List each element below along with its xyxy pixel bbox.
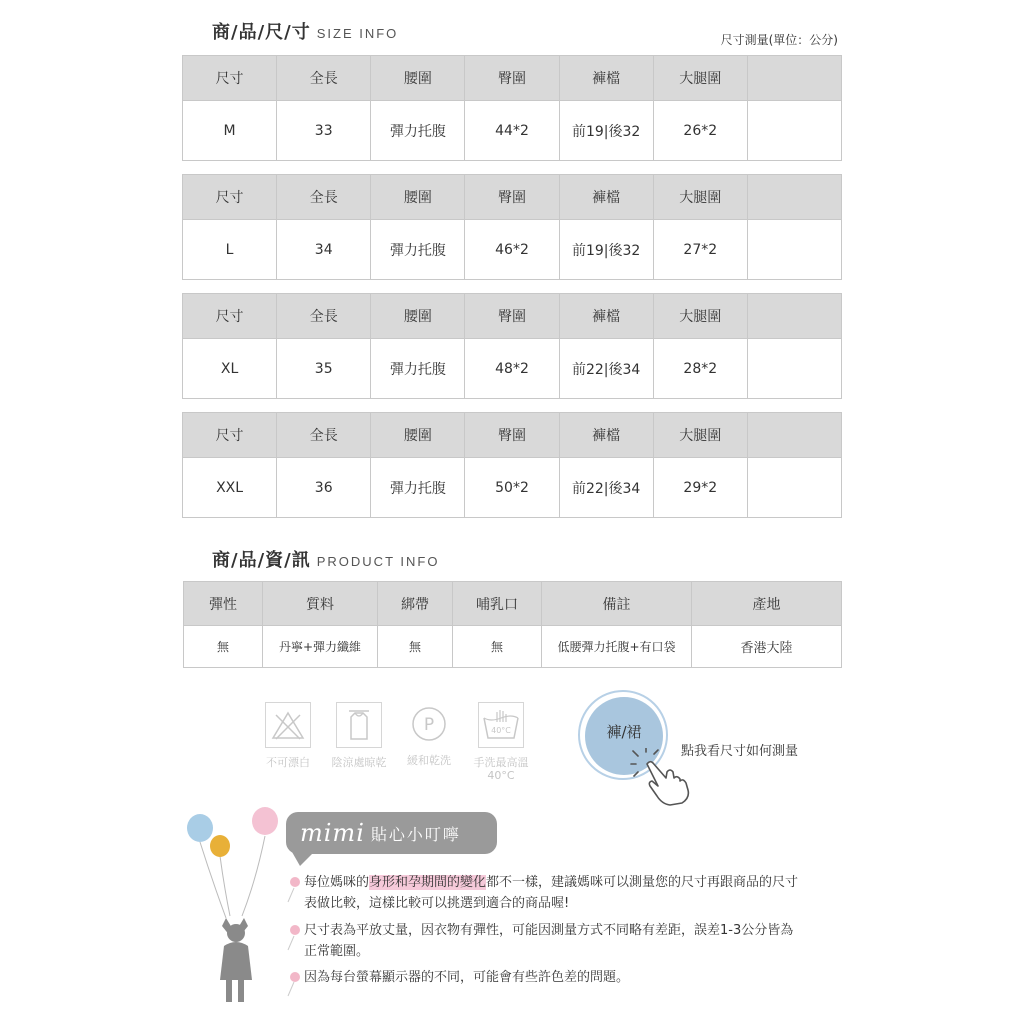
header-rise: 褲檔 — [559, 413, 653, 458]
product-info-title-en: PRODUCT INFO — [316, 554, 440, 569]
tips-title: 貼心小叮嚀 — [370, 824, 461, 844]
cell-origin: 香港大陸 — [692, 626, 842, 668]
header-nursing-opening: 哺乳口 — [453, 582, 542, 626]
size-table-value-row — [183, 458, 842, 518]
cell-rise: 前22|後34 — [559, 339, 653, 399]
tip-3-pre: 因為每台螢幕顯示器的不同，可能會有些許色差的問題。 — [304, 970, 630, 985]
cell-waist: 彈力托腹 — [371, 220, 465, 280]
header-thigh: 大腿圍 — [653, 56, 747, 101]
header-length: 全長 — [277, 56, 371, 101]
header-size: 尺寸 — [183, 294, 277, 339]
cell-length: 34 — [277, 220, 371, 280]
header-strap: 綁帶 — [378, 582, 453, 626]
size-table-value-row — [183, 339, 842, 399]
size-table-m — [182, 55, 842, 161]
balloon-blue-icon — [187, 814, 213, 842]
header-length: 全長 — [277, 413, 371, 458]
cell-waist: 彈力托腹 — [371, 458, 465, 518]
product-info-title: 商/品/資/訊 — [212, 550, 311, 571]
header-waist: 腰圍 — [371, 294, 465, 339]
care-label-hand-wash-temp: 40°C — [487, 769, 515, 782]
header-rise: 褲檔 — [559, 175, 653, 220]
header-origin: 產地 — [692, 582, 842, 626]
cell-remarks: 低腰彈力托腹+有口袋 — [542, 626, 692, 668]
product-info-table — [183, 581, 842, 668]
header-empty — [747, 294, 841, 339]
size-table-value-row — [183, 101, 842, 161]
cell-thigh: 28*2 — [653, 339, 747, 399]
cell-empty — [747, 458, 841, 518]
balloon-pink-icon — [252, 807, 278, 835]
header-elasticity: 彈性 — [184, 582, 263, 626]
header-length: 全長 — [277, 175, 371, 220]
cell-waist: 彈力托腹 — [371, 101, 465, 161]
care-item-hand-wash — [466, 702, 536, 782]
header-empty — [747, 56, 841, 101]
care-label-shade-dry: 陰涼處晾乾 — [331, 756, 387, 769]
header-material: 質料 — [263, 582, 378, 626]
cell-thigh: 26*2 — [653, 101, 747, 161]
header-size: 尺寸 — [183, 56, 277, 101]
tip-1-post: 都不一樣，建議媽咪可以測量您的尺寸再跟商品的尺寸 — [486, 875, 799, 890]
measure-circle-label: 褲/裙 — [606, 722, 642, 741]
cell-nursing-opening: 無 — [453, 626, 542, 668]
tips-bubble — [286, 812, 497, 854]
cell-length: 35 — [277, 339, 371, 399]
cell-hip: 48*2 — [465, 339, 559, 399]
tip-1-highlight: 身形和孕期間的變化 — [369, 875, 487, 890]
cell-size: L — [183, 220, 277, 280]
size-info-title: 商/品/尺/寸 — [212, 22, 311, 43]
header-rise: 褲檔 — [559, 56, 653, 101]
header-hip: 臀圍 — [465, 294, 559, 339]
header-hip: 臀圍 — [465, 175, 559, 220]
cell-length: 36 — [277, 458, 371, 518]
size-table-l — [182, 174, 842, 280]
cell-size: M — [183, 101, 277, 161]
cell-strap: 無 — [378, 626, 453, 668]
cell-hip: 46*2 — [465, 220, 559, 280]
product-info-value-row — [184, 626, 842, 668]
header-remarks: 備註 — [542, 582, 692, 626]
size-table-value-row — [183, 220, 842, 280]
header-thigh: 大腿圍 — [653, 175, 747, 220]
hand-wash-icon — [478, 702, 524, 748]
header-waist: 腰圍 — [371, 413, 465, 458]
tip-1-line2: 表做比較，這樣比較可以挑選到適合的商品喔! — [304, 896, 570, 911]
product-info-header-row — [184, 582, 842, 626]
cell-empty — [747, 339, 841, 399]
dry-clean-p-icon — [407, 702, 451, 746]
header-waist: 腰圍 — [371, 175, 465, 220]
measure-link-text[interactable]: 點我看尺寸如何測量 — [681, 744, 799, 759]
tip-item-3 — [290, 967, 835, 988]
header-empty — [747, 175, 841, 220]
care-label-dry-clean: 緩和乾洗 — [407, 754, 451, 767]
care-item-dry-clean — [400, 702, 458, 768]
cell-empty — [747, 101, 841, 161]
header-length: 全長 — [277, 294, 371, 339]
svg-text:P: P — [423, 715, 435, 735]
tip-item-1 — [290, 872, 835, 914]
size-info-title-en: SIZE INFO — [316, 26, 399, 41]
header-hip: 臀圍 — [465, 56, 559, 101]
size-table-header-row — [183, 413, 842, 458]
bubble-tail — [292, 852, 314, 866]
tip-1-pre: 每位媽咪的 — [304, 875, 370, 890]
product-info-heading — [212, 546, 439, 572]
cell-hip: 44*2 — [465, 101, 559, 161]
care-item-shade-dry — [323, 702, 395, 770]
no-bleach-icon — [265, 702, 311, 748]
cell-hip: 50*2 — [465, 458, 559, 518]
header-empty — [747, 413, 841, 458]
cell-length: 33 — [277, 101, 371, 161]
unit-note: 尺寸測量(單位：公分) — [720, 33, 838, 47]
hand-wash-temp: 40°C — [491, 726, 511, 735]
header-hip: 臀圍 — [465, 413, 559, 458]
header-size: 尺寸 — [183, 175, 277, 220]
cell-material: 丹寧+彈力纖維 — [263, 626, 378, 668]
size-table-xxl — [182, 412, 842, 518]
cell-thigh: 27*2 — [653, 220, 747, 280]
size-table-header-row — [183, 56, 842, 101]
care-label-no-bleach: 不可漂白 — [266, 756, 310, 769]
cell-thigh: 29*2 — [653, 458, 747, 518]
balloon-girl-illustration — [180, 800, 290, 1010]
tip-2-pre: 尺寸表為平放丈量，因衣物有彈性，可能因測量方式不同略有差距，誤差1-3公分皆為 — [304, 923, 794, 938]
shade-dry-icon — [336, 702, 382, 748]
cell-size: XL — [183, 339, 277, 399]
tip-2-line2: 正常範圍。 — [304, 944, 370, 959]
header-waist: 腰圍 — [371, 56, 465, 101]
cell-empty — [747, 220, 841, 280]
tips-brand: mimi — [300, 819, 365, 847]
size-table-header-row — [183, 175, 842, 220]
tip-bullet-icon — [290, 925, 300, 935]
cell-rise: 前19|後32 — [559, 220, 653, 280]
header-thigh: 大腿圍 — [653, 413, 747, 458]
tip-item-2 — [290, 920, 835, 962]
tip-bullet-icon — [290, 972, 300, 982]
size-info-heading — [212, 18, 398, 44]
size-table-xl — [182, 293, 842, 399]
care-label-hand-wash: 手洗最高溫 — [473, 756, 529, 769]
cell-rise: 前22|後34 — [559, 458, 653, 518]
cell-waist: 彈力托腹 — [371, 339, 465, 399]
tip-bullet-icon — [290, 877, 300, 887]
balloon-orange-icon — [210, 835, 230, 857]
header-rise: 褲檔 — [559, 294, 653, 339]
cell-size: XXL — [183, 458, 277, 518]
size-table-header-row — [183, 294, 842, 339]
header-size: 尺寸 — [183, 413, 277, 458]
cell-elasticity: 無 — [184, 626, 263, 668]
cell-rise: 前19|後32 — [559, 101, 653, 161]
care-item-no-bleach — [258, 702, 318, 770]
header-thigh: 大腿圍 — [653, 294, 747, 339]
